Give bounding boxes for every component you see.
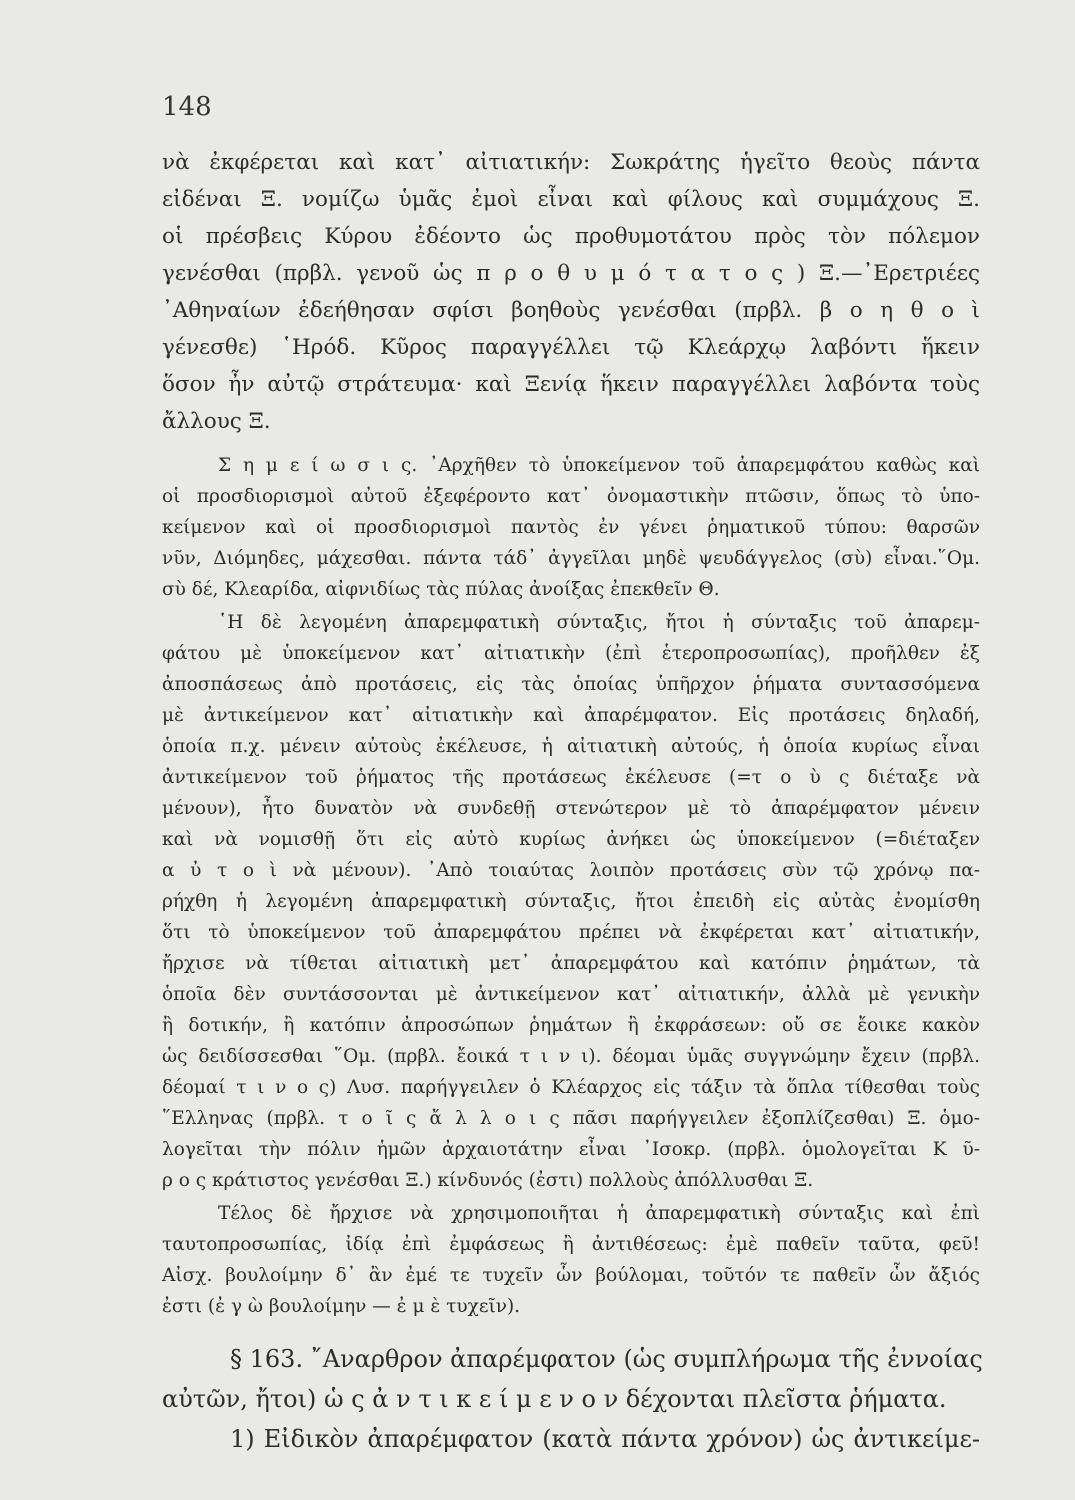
- note-line: μὲ ἀντικείμενον κατ᾽ αἰτιατικὴν καὶ ἀπαρέμφατον. Εἰς προτάσεις δηλαδή,: [162, 705, 980, 726]
- note-line: α ὐ τ ο ὶ νὰ μένουν). ᾽Απὸ τοιαύτας λοιπὸν προτάσεις σὺν τῷ χρόνῳ πα-: [162, 860, 980, 881]
- note-line: δέομαί τ ι ν ο ς) Λυσ. παρήγγειλεν ὁ Κλέαρχος εἰς τάξιν τὰ ὅπλα τίθεσθαι τοὺς: [162, 1077, 980, 1098]
- section-heading-line: § 163. ῎Αναρθρον ἀπαρέμφατον (ὡς συμπλήρωμα τῆς ἐννοίας: [230, 1345, 983, 1373]
- section-line: αὐτῶν, ἤτοι) ὡ ς ἀ ν τ ι κ ε ί μ ε ν ο ν δέχονται πλεῖστα ῥήματα.: [162, 1385, 947, 1413]
- note-line: ταυτοπροσωπίας, ἰδίᾳ ἐπὶ ἐμφάσεως ἢ ἀντιθέσεως: ἐμὲ παθεῖν ταῦτα, φεῦ!: [162, 1234, 980, 1255]
- note-line: ἐστι (ἐ γ ὼ βουλοίμην — ἐ μ ὲ τυχεῖν).: [162, 1296, 521, 1317]
- note-line: ἢ δοτικήν, ἢ κατόπιν ἀπροσώπων ῥημάτων ἢ ἐκφράσεων: οὔ σε ἔοικε κακὸν: [162, 1015, 980, 1036]
- text-line: γένεσθε) ῾Ηρόδ. Κῦρος παραγγέλλει τῷ Κλεάρχῳ λαβόντι ἥκειν: [162, 335, 980, 360]
- text-line: εἰδέναι Ξ. νομίζω ὑμᾶς ἐμοὶ εἶναι καὶ φίλους καὶ συμμάχους Ξ.: [162, 187, 980, 212]
- note-line: ῞Ελληνας (πρβλ. τ ο ῖ ς ἄ λ λ ο ι ς πᾶσι παρήγγειλεν ἐξοπλίζεσθαι) Ξ. ὁμο-: [162, 1108, 980, 1129]
- text-line: ὅσον ἦν αὐτῷ στράτευμα· καὶ Ξενίᾳ ἥκειν παραγγέλλει λαβόντα τοὺς: [162, 372, 980, 397]
- text-line: γενέσθαι (πρβλ. γενοῦ ὡς π ρ ο θ υ μ ό τ α τ ο ς ) Ξ.—᾽Ερετριέες: [162, 261, 980, 286]
- note-line: Αἰσχ. βουλοίμην δ᾽ ἂν ἐμέ τε τυχεῖν ὧν βούλομαι, τοῦτόν τε παθεῖν ὧν ἄξιός: [162, 1265, 980, 1286]
- page-number: 148: [162, 92, 212, 122]
- note-line: σὺ δέ, Κλεαρίδα, αἰφνιδίως τὰς πύλας ἀνοίξας ἐπεκθεῖν Θ.: [162, 579, 720, 600]
- note-line: ρήχθη ἡ λεγομένη ἀπαρεμφατικὴ σύνταξις, ἤτοι ἐπειδὴ εἰς αὐτὰς ἐνομίσθη: [162, 891, 980, 912]
- note-line: φάτου μὲ ὑποκείμενον κατ᾽ αἰτιατικὴν (ἐπὶ ἑτεροπροσωπίας), προῆλθεν ἐξ: [162, 643, 980, 664]
- note-line: ἀποσπάσεως ἀπὸ προτάσεις, εἰς τὰς ὁποίας ὑπῆρχον ῥήματα συντασσόμενα: [162, 674, 980, 695]
- text-line: ᾽Αθηναίων ἐδεήθησαν σφίσι βοηθοὺς γενέσθαι (πρβλ. β ο η θ ο ὶ: [162, 298, 980, 323]
- note-line: νῦν, Διόμηδες, μάχεσθαι. πάντα τάδ᾽ ἀγγεῖλαι μηδὲ ψευδάγγελος (σὺ) εἶναι.῞Ομ.: [162, 548, 980, 569]
- note-line: λογεῖται τὴν πόλιν ἡμῶν ἀρχαιοτάτην εἶναι ᾽Ισοκρ. (πρβλ. ὁμολογεῖται Κ ῦ-: [162, 1139, 980, 1160]
- note-line: ρ ο ς κράτιστος γενέσθαι Ξ.) κίνδυνός (ἐστι) πολλοὺς ἀπόλλυσθαι Ξ.: [162, 1170, 814, 1191]
- note-line: ὁποῖα δὲν συντάσσονται μὲ ἀντικείμενον κατ᾽ αἰτιατικήν, ἀλλὰ μὲ γενικὴν: [162, 984, 980, 1005]
- note-line: ὡς δειδίσσεσθαι ῞Ομ. (πρβλ. ἔοικά τ ι ν ι). δέομαι ὑμᾶς συγγνώμην ἔχειν (πρβλ.: [162, 1046, 980, 1067]
- note-line: Τέλος δὲ ἤρχισε νὰ χρησιμοποιῆται ἡ ἀπαρεμφατικὴ σύνταξις καὶ ἐπὶ: [218, 1203, 980, 1224]
- note-line: ἀντικείμενον τοῦ ῥήματος τῆς προτάσεως ἐκέλευσε (=τ ο ὺ ς διέταξε νὰ: [162, 767, 980, 788]
- note-line: ῾Η δὲ λεγομένη ἀπαρεμφατικὴ σύνταξις, ἤτοι ἡ σύνταξις τοῦ ἀπαρεμ-: [218, 612, 980, 633]
- section-line: 1) Εἰδικὸν ἀπαρέμφατον (κατὰ πάντα χρόνον) ὡς ἀντικείμε-: [230, 1425, 980, 1453]
- text-line: οἱ πρέσβεις Κύρου ἐδέοντο ὡς προθυμοτάτου πρὸς τὸν πόλεμον: [162, 224, 980, 249]
- note-line: μένουν), ἦτο δυνατὸν νὰ συνδεθῇ στενώτερον μὲ τὸ ἀπαρέμφατον μένειν: [162, 798, 980, 819]
- note-line: κείμενον καὶ οἱ προσδιορισμοὶ παντὸς ἐν γένει ῥηματικοῦ τύπου: θαρσῶν: [162, 517, 980, 538]
- note-line: Σ η μ ε ί ω σ ι ς. ᾽Αρχῆθεν τὸ ὑποκείμενον τοῦ ἀπαρεμφάτου καθὼς καὶ: [218, 455, 980, 476]
- note-line: οἱ προσδιορισμοὶ αὐτοῦ ἐξεφέροντο κατ᾽ ὀνομαστικὴν πτῶσιν, ὅπως τὸ ὑπο-: [162, 486, 980, 507]
- text-line: νὰ ἐκφέρεται καὶ κατ᾽ αἰτιατικήν: Σωκράτης ἡγεῖτο θεοὺς πάντα: [162, 150, 980, 175]
- text-line: ἄλλους Ξ.: [162, 409, 271, 434]
- note-line: καὶ νὰ νομισθῇ ὅτι εἰς αὐτὸ κυρίως ἀνήκει ὡς ὑποκείμενον (=διέταξεν: [162, 829, 980, 850]
- note-line: ὅτι τὸ ὑποκείμενον τοῦ ἀπαρεμφάτου πρέπει νὰ ἐκφέρεται κατ᾽ αἰτιατικήν,: [162, 922, 980, 943]
- note-line: ἤρχισε νὰ τίθεται αἰτιατικὴ μετ᾽ ἀπαρεμφάτου καὶ κατόπιν ῥημάτων, τὰ: [162, 953, 980, 974]
- note-line: ὁποία π.χ. μένειν αὐτοὺς ἐκέλευσε, ἡ αἰτιατικὴ αὐτούς, ἡ ὁποία κυρίως εἶναι: [162, 736, 980, 757]
